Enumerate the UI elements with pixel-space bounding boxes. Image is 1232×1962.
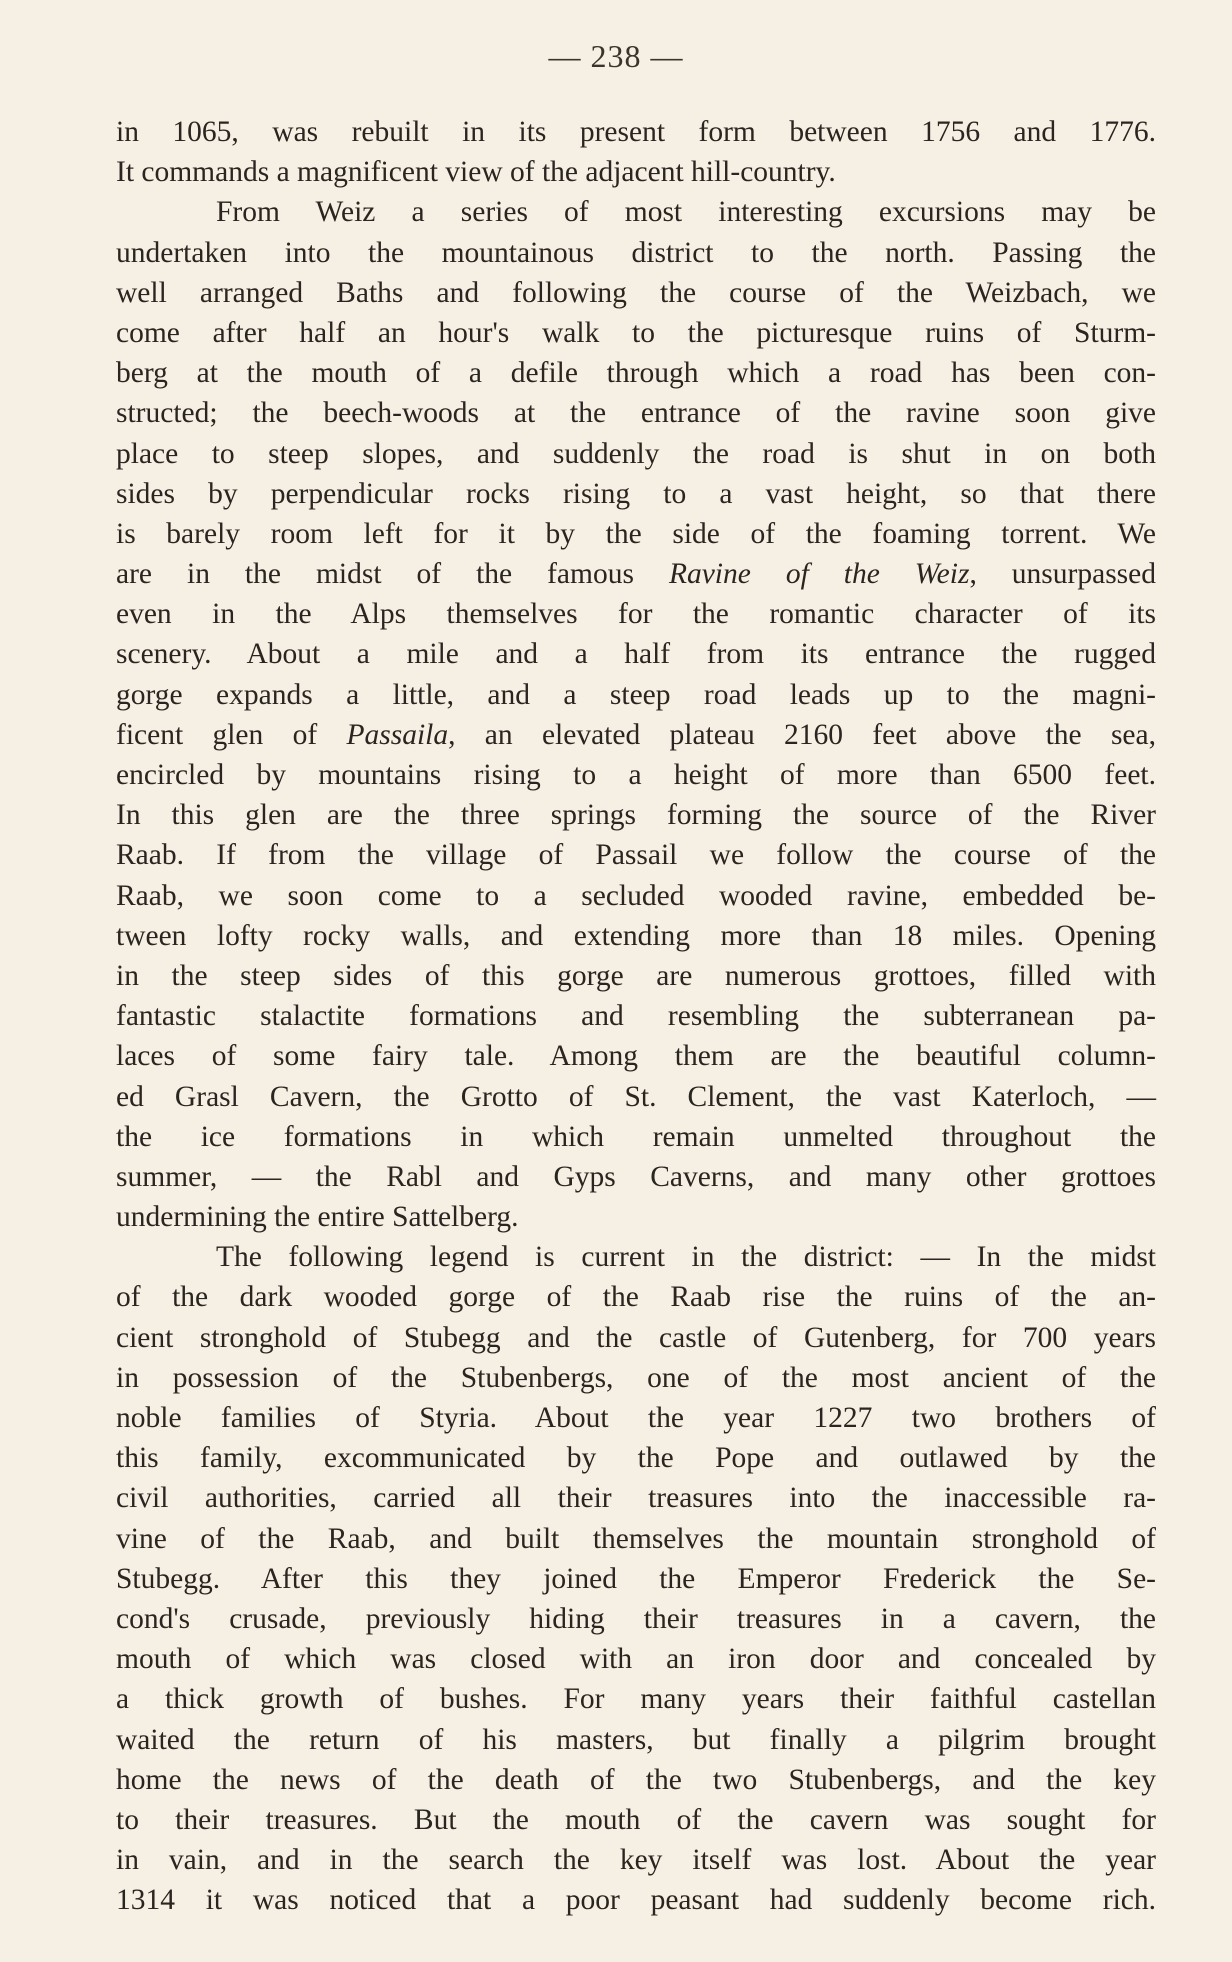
text-line: this family, excommunicated by the Pope and outlawed by the: [116, 1442, 1156, 1475]
text-line: cient stronghold of Stubegg and the castle of Gutenberg, for 700 years: [116, 1321, 1156, 1354]
body-text: [116, 112, 1156, 1920]
text-line: The following legend is current in the district: — In the midst: [216, 1241, 1156, 1274]
text-line: place to steep slopes, and suddenly the road is shut in on both: [116, 437, 1156, 470]
text-line: 1314 it was noticed that a poor peasant had suddenly become rich.: [116, 1884, 1156, 1917]
text-line: [116, 554, 1156, 594]
text-line: mouth of which was closed with an iron door and concealed by: [116, 1643, 1156, 1676]
text-line: noble families of Styria. About the year 1227 two brothers of: [116, 1402, 1156, 1434]
text-line: Raab, we soon come to a secluded wooded ravine, embedded be-: [116, 879, 1156, 912]
italic-place-name: Passaila: [346, 718, 449, 751]
page-number: — 238 —: [548, 38, 684, 74]
text-line: come after half an hour's walk to the picturesque ruins of Sturm-: [116, 316, 1156, 349]
text-line: berg at the mouth of a defile through which a road has been con-: [116, 357, 1156, 390]
text-line: In this glen are the three springs forming the source of the River: [116, 799, 1156, 832]
text-segment: are in the midst of the famous: [116, 558, 669, 591]
text-line: even in the Alps themselves for the romantic character of its: [116, 598, 1156, 631]
text-line: cond's crusade, previously hiding their treasures in a cavern, the: [116, 1602, 1156, 1635]
text-line: structed; the beech-woods at the entrance of the ravine soon give: [116, 397, 1156, 430]
text-line: is barely room left for it by the side of the foaming torrent. We: [116, 517, 1156, 550]
text-line: tween lofty rocky walls, and extending more than 18 miles. Opening: [116, 919, 1156, 952]
text-line: It commands a magnificent view of the adjacent hill-country.: [116, 156, 836, 189]
text-line: undertaken into the mountainous district to the north. Passing the: [116, 236, 1156, 269]
italic-place-name: Ravine of the Weiz: [668, 558, 970, 591]
text-line: ed Grasl Cavern, the Grotto of St. Clement, the vast Katerloch, —: [116, 1080, 1156, 1113]
text-line: Raab. If from the village of Passail we follow the course of the: [116, 839, 1156, 872]
text-line: civil authorities, carried all their treasures into the inaccessible ra-: [116, 1482, 1156, 1515]
text-line: sides by perpendicular rocks rising to a vast height, so that there: [116, 477, 1156, 510]
text-line: home the news of the death of the two Stubenbergs, and the key: [116, 1763, 1156, 1796]
text-line: encircled by mountains rising to a height of more than 6500 feet.: [116, 759, 1156, 791]
text-line: the ice formations in which remain unmelted throughout the: [116, 1120, 1156, 1153]
text-line: vine of the Raab, and built themselves the mountain stronghold of: [116, 1522, 1156, 1555]
text-line: in the steep sides of this gorge are numerous grottoes, filled with: [116, 959, 1156, 992]
text-segment: ficent glen of: [116, 718, 347, 751]
text-line: undermining the entire Sattelberg.: [116, 1201, 519, 1234]
text-line: From Weiz a series of most interesting excursions may be: [216, 196, 1156, 229]
text-line: laces of some fairy tale. Among them are the beautiful column-: [116, 1040, 1156, 1073]
text-line: to their treasures. But the mouth of the cavern was sought for: [116, 1803, 1156, 1836]
text-line: of the dark wooded gorge of the Raab rise the ruins of the an-: [116, 1281, 1156, 1314]
text-line: summer, — the Rabl and Gyps Caverns, and many other grottoes: [116, 1160, 1156, 1193]
text-line: waited the return of his masters, but finally a pilgrim brought: [116, 1723, 1156, 1756]
text-line: in 1065, was rebuilt in its present form between 1756 and 1776.: [116, 116, 1156, 148]
text-line: a thick growth of bushes. For many years their faithful castellan: [116, 1683, 1156, 1716]
text-segment: , unsurpassed: [969, 558, 1157, 591]
text-line: well arranged Baths and following the course of the Weizbach, we: [116, 276, 1156, 309]
text-line: Stubegg. After this they joined the Emperor Frederick the Se-: [116, 1562, 1156, 1595]
text-line: scenery. About a mile and a half from its entrance the rugged: [116, 638, 1156, 671]
text-segment: , an elevated plateau 2160 feet above the sea,: [448, 718, 1156, 751]
text-line: in possession of the Stubenbergs, one of the most ancient of the: [116, 1361, 1156, 1394]
text-line: gorge expands a little, and a steep road leads up to the magni-: [116, 678, 1156, 711]
text-line: in vain, and in the search the key itself was lost. About the year: [116, 1844, 1156, 1877]
text-line: fantastic stalactite formations and resembling the subterranean pa-: [116, 1000, 1156, 1033]
text-line: [116, 715, 1156, 755]
